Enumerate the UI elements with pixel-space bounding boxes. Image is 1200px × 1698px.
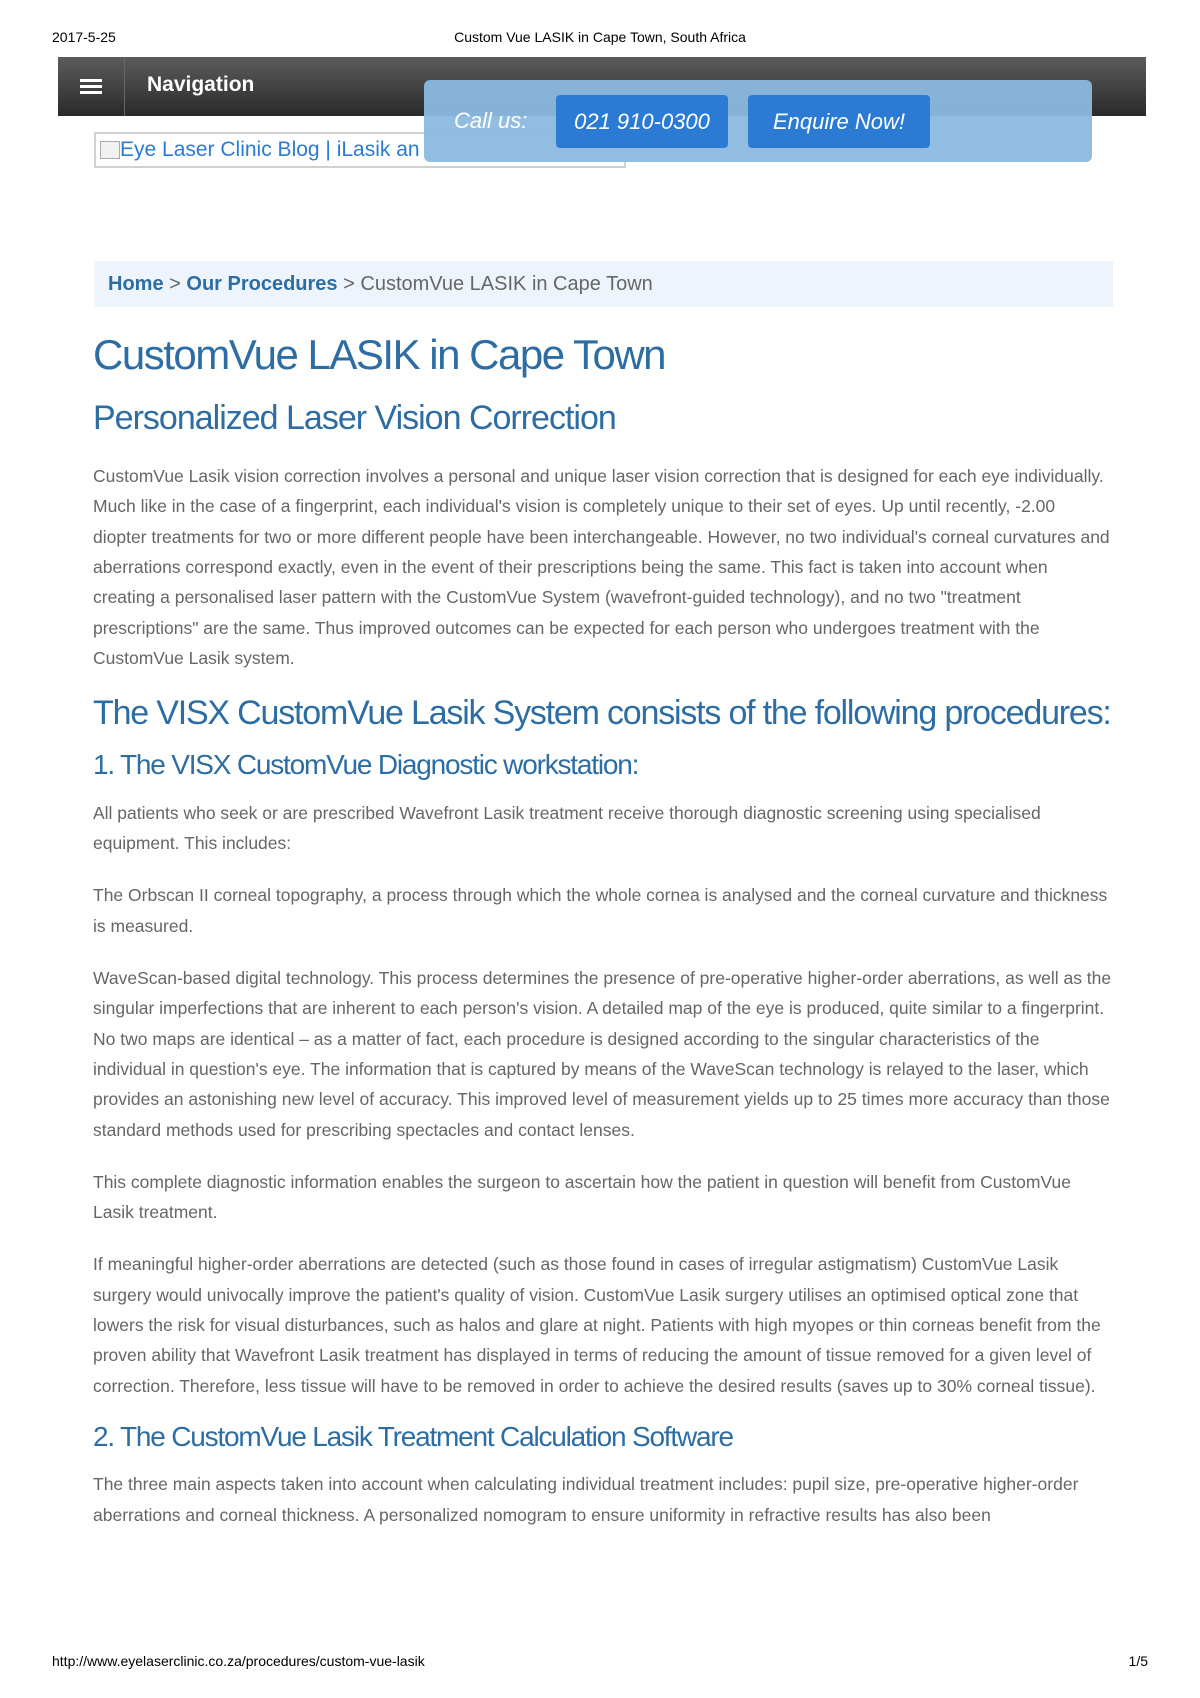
call-us-label: Call us: bbox=[454, 108, 528, 133]
broken-image-icon bbox=[100, 141, 120, 159]
section-heading: The VISX CustomVue Lasik System consists of the following procedures: bbox=[93, 694, 1111, 733]
enquire-now-button[interactable]: Enquire Now! bbox=[748, 95, 930, 148]
intro-paragraph: CustomVue Lasik vision correction involves a personal and unique laser vision correction that is designed for each eye individually. Much like in the case of a fingerprint, each individual's vision is completely unique to their set of eyes. Up until recently, -2.00 diopter treatments for two or more different people have been interchangeable. However, no two individual's corneal curvatures and aberrations correspond exactly, even in the event of their prescriptions being the same. This fact is taken into account when creating a personalised laser pattern with the CustomVue System (wavefront-guided technology), and no two "treatment prescriptions" are the same. Thus improved outcomes can be expected for each person who undergoes treatment with the CustomVue Lasik system. bbox=[93, 466, 1110, 668]
breadcrumb-separator: > bbox=[343, 273, 355, 295]
navigation-label[interactable]: Navigation bbox=[147, 73, 255, 96]
step1-paragraph-1: All patients who seek or are prescribed Wavefront Lasik treatment receive thorough diagnostic screening using specialised equipment. This includes: bbox=[93, 802, 1041, 854]
step2-heading: 2. The CustomVue Lasik Treatment Calculation Software bbox=[93, 1420, 733, 1452]
step1-paragraph-2: The Orbscan II corneal topography, a process through which the whole cornea is analysed and the corneal curvature and thickness is measured. bbox=[93, 885, 1108, 936]
print-title: Custom Vue LASIK in Cape Town, South Africa bbox=[454, 29, 746, 45]
menu-toggle-button[interactable] bbox=[58, 57, 125, 116]
breadcrumb-home-link[interactable]: Home bbox=[108, 273, 164, 295]
page-title: CustomVue LASIK in Cape Town bbox=[93, 331, 666, 378]
breadcrumb-procedures-link[interactable]: Our Procedures bbox=[186, 273, 338, 295]
print-date: 2017-5-25 bbox=[52, 29, 116, 45]
print-url: http://www.eyelaserclinic.co.za/procedures/custom-vue-lasik bbox=[52, 1653, 425, 1669]
breadcrumb-separator: > bbox=[169, 273, 181, 295]
breadcrumb-current: CustomVue LASIK in Cape Town bbox=[360, 273, 653, 295]
step1-paragraph-5: If meaningful higher-order aberrations are detected (such as those found in cases of irregular astigmatism) CustomVue Lasik surgery would univocally improve the patient's quality of vision. CustomVue Lasik surgery utilises an optimised optical zone that lowers the risk for visual disturbances, such as halos and glare at night. Patients with high myopes or thin corneas benefit from the proven ability that Wavefront Lasik treatment has displayed in terms of reducing the amount of tissue removed for a given level of correction. Therefore, less tissue will have to be removed in order to achieve the desired results (saves up to 30% corneal tissue). bbox=[93, 1254, 1101, 1396]
main-content bbox=[93, 330, 1113, 1530]
call-to-action-bar bbox=[424, 80, 1092, 162]
step1-paragraph-4: This complete diagnostic information enables the surgeon to ascertain how the patient in question will benefit from CustomVue Lasik treatment. bbox=[93, 1171, 1071, 1223]
phone-button[interactable]: 021 910-0300 bbox=[556, 95, 728, 148]
step2-paragraph-1: The three main aspects taken into account when calculating individual treatment includes: pupil size, pre-operative higher-order aberrations and corneal thickness. A personalized nomogram to ensure uniformity in refractive results has also been bbox=[93, 1474, 1079, 1525]
print-header bbox=[52, 29, 1148, 49]
print-footer bbox=[52, 1653, 1148, 1673]
breadcrumb bbox=[94, 261, 1113, 307]
step1-heading: 1. The VISX CustomVue Diagnostic workstation: bbox=[93, 749, 639, 781]
step1-paragraph-3: WaveScan-based digital technology. This process determines the presence of pre-operative higher-order aberrations, as well as the singular imperfections that are inherent to each person's vision. A detailed map of the eye is produced, quite similar to a fingerprint. No two maps are identical – as a matter of fact, each procedure is designed according to the singular characteristics of the individual in question's eye. The information that is captured by means of the WaveScan technology is relayed to the laser, which provides an astonishing new level of accuracy. This improved level of measurement yields up to 25 times more accuracy than those standard methods used for prescribing spectacles and contact lenses. bbox=[93, 968, 1112, 1140]
logo-alt-text: Eye Laser Clinic Blog | iLasik an bbox=[120, 138, 420, 161]
print-page-number: 1/5 bbox=[1128, 1653, 1148, 1669]
page-subtitle: Personalized Laser Vision Correction bbox=[93, 399, 616, 438]
hamburger-icon bbox=[80, 79, 102, 95]
